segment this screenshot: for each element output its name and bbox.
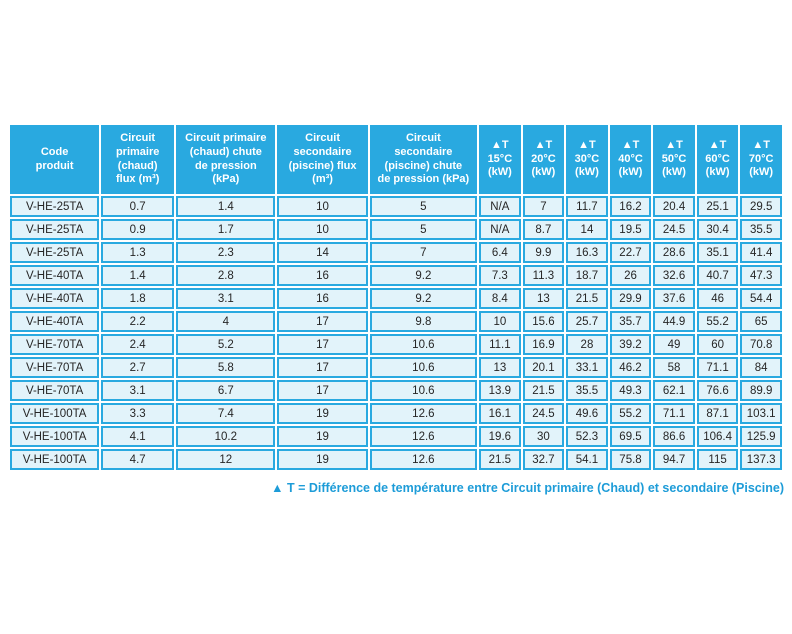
spec-sheet-content [8,123,784,495]
value-cell: 12.6 [370,449,477,470]
value-cell: 60 [697,334,739,355]
product-code-cell: V-HE-70TA [10,357,99,378]
column-header-circuit-secondaire-flux: Circuit secondaire (piscine) flux (m³) [277,125,367,194]
value-cell: 16.3 [566,242,608,263]
value-cell: 24.5 [523,403,565,424]
value-cell: 10.6 [370,334,477,355]
value-cell: 4.1 [101,426,174,447]
value-cell: 40.7 [697,265,739,286]
header-row [10,125,782,194]
value-cell: 125.9 [740,426,782,447]
value-cell: 8.7 [523,219,565,240]
value-cell: 21.5 [523,380,565,401]
value-cell: 89.9 [740,380,782,401]
value-cell: 24.5 [653,219,695,240]
value-cell: 16.1 [479,403,521,424]
value-cell: 14 [566,219,608,240]
value-cell: 25.7 [566,311,608,332]
value-cell: 69.5 [610,426,652,447]
table-row [10,242,782,263]
value-cell: 28.6 [653,242,695,263]
value-cell: 33.1 [566,357,608,378]
value-cell: 35.5 [566,380,608,401]
value-cell: 22.7 [610,242,652,263]
value-cell: 16 [277,288,367,309]
value-cell: 6.7 [176,380,275,401]
column-header-circuit-secondaire-pression: Circuit secondaire (piscine) chute de pression (kPa) [370,125,477,194]
value-cell: 12.6 [370,403,477,424]
value-cell: 35.1 [697,242,739,263]
value-cell: 19 [277,426,367,447]
value-cell: 3.1 [176,288,275,309]
product-code-cell: V-HE-40TA [10,265,99,286]
table-row [10,219,782,240]
value-cell: 1.7 [176,219,275,240]
table-row [10,357,782,378]
value-cell: 2.8 [176,265,275,286]
value-cell: 46.2 [610,357,652,378]
value-cell: 137.3 [740,449,782,470]
value-cell: 19.5 [610,219,652,240]
product-code-cell: V-HE-100TA [10,426,99,447]
value-cell: 54.4 [740,288,782,309]
value-cell: 2.7 [101,357,174,378]
value-cell: 41.4 [740,242,782,263]
product-code-cell: V-HE-25TA [10,219,99,240]
value-cell: 5 [370,219,477,240]
value-cell: 54.1 [566,449,608,470]
value-cell: 32.7 [523,449,565,470]
value-cell: 55.2 [697,311,739,332]
value-cell: 7.3 [479,265,521,286]
value-cell: 10.6 [370,357,477,378]
value-cell: 17 [277,311,367,332]
value-cell: 30.4 [697,219,739,240]
value-cell: 1.4 [176,196,275,217]
table-row [10,265,782,286]
value-cell: 21.5 [566,288,608,309]
value-cell: 9.2 [370,265,477,286]
value-cell: N/A [479,196,521,217]
value-cell: 28 [566,334,608,355]
value-cell: 1.3 [101,242,174,263]
value-cell: 30 [523,426,565,447]
value-cell: 20.4 [653,196,695,217]
value-cell: 49 [653,334,695,355]
value-cell: 13.9 [479,380,521,401]
table-header [10,125,782,194]
value-cell: 52.3 [566,426,608,447]
table-row [10,426,782,447]
table-row [10,403,782,424]
value-cell: 7 [370,242,477,263]
value-cell: 25.1 [697,196,739,217]
value-cell: 86.6 [653,426,695,447]
value-cell: 84 [740,357,782,378]
table-row [10,334,782,355]
product-code-cell: V-HE-70TA [10,334,99,355]
value-cell: 32.6 [653,265,695,286]
value-cell: 19.6 [479,426,521,447]
value-cell: 13 [479,357,521,378]
table-body [10,196,782,470]
value-cell: 20.1 [523,357,565,378]
product-code-cell: V-HE-25TA [10,242,99,263]
value-cell: 7 [523,196,565,217]
value-cell: 26 [610,265,652,286]
value-cell: 103.1 [740,403,782,424]
value-cell: 7.4 [176,403,275,424]
column-header-circuit-primaire-pression: Circuit primaire (chaud) chute de pression (kPa) [176,125,275,194]
value-cell: 11.3 [523,265,565,286]
column-header-dt-15c: ▲T 15°C (kW) [479,125,521,194]
column-header-dt-70c: ▲T 70°C (kW) [740,125,782,194]
value-cell: 19 [277,403,367,424]
product-code-cell: V-HE-100TA [10,403,99,424]
value-cell: 39.2 [610,334,652,355]
value-cell: 17 [277,334,367,355]
product-code-cell: V-HE-40TA [10,311,99,332]
table-row [10,311,782,332]
value-cell: 5.2 [176,334,275,355]
column-header-dt-60c: ▲T 60°C (kW) [697,125,739,194]
value-cell: 17 [277,357,367,378]
value-cell: 106.4 [697,426,739,447]
value-cell: 49.3 [610,380,652,401]
column-header-dt-20c: ▲T 20°C (kW) [523,125,565,194]
value-cell: 13 [523,288,565,309]
value-cell: 2.2 [101,311,174,332]
value-cell: 15.6 [523,311,565,332]
value-cell: 9.8 [370,311,477,332]
value-cell: 4 [176,311,275,332]
value-cell: 17 [277,380,367,401]
value-cell: 49.6 [566,403,608,424]
table-row [10,380,782,401]
value-cell: 19 [277,449,367,470]
product-code-cell: V-HE-70TA [10,380,99,401]
value-cell: 29.9 [610,288,652,309]
value-cell: 65 [740,311,782,332]
value-cell: 70.8 [740,334,782,355]
value-cell: 10 [277,196,367,217]
column-header-dt-50c: ▲T 50°C (kW) [653,125,695,194]
value-cell: 10.2 [176,426,275,447]
value-cell: 21.5 [479,449,521,470]
value-cell: 11.7 [566,196,608,217]
footnote [8,481,784,495]
value-cell: 71.1 [653,403,695,424]
product-code-cell: V-HE-40TA [10,288,99,309]
value-cell: 62.1 [653,380,695,401]
value-cell: 5 [370,196,477,217]
value-cell: 94.7 [653,449,695,470]
value-cell: 1.4 [101,265,174,286]
value-cell: 2.4 [101,334,174,355]
heat-exchanger-spec-table [8,123,784,472]
value-cell: 10.6 [370,380,477,401]
value-cell: 71.1 [697,357,739,378]
table-row [10,449,782,470]
value-cell: 16.2 [610,196,652,217]
value-cell: 1.8 [101,288,174,309]
value-cell: 55.2 [610,403,652,424]
value-cell: 44.9 [653,311,695,332]
value-cell: 35.5 [740,219,782,240]
value-cell: 3.3 [101,403,174,424]
column-header-dt-30c: ▲T 30°C (kW) [566,125,608,194]
value-cell: 58 [653,357,695,378]
table-row [10,288,782,309]
value-cell: 76.6 [697,380,739,401]
value-cell: 12 [176,449,275,470]
value-cell: 14 [277,242,367,263]
table-row [10,196,782,217]
value-cell: 35.7 [610,311,652,332]
value-cell: N/A [479,219,521,240]
column-header-dt-40c: ▲T 40°C (kW) [610,125,652,194]
value-cell: 9.9 [523,242,565,263]
value-cell: 4.7 [101,449,174,470]
product-code-cell: V-HE-100TA [10,449,99,470]
value-cell: 8.4 [479,288,521,309]
value-cell: 3.1 [101,380,174,401]
column-header-circuit-primaire-flux: Circuit primaire (chaud) flux (m³) [101,125,174,194]
value-cell: 0.9 [101,219,174,240]
value-cell: 37.6 [653,288,695,309]
value-cell: 16 [277,265,367,286]
product-code-cell: V-HE-25TA [10,196,99,217]
value-cell: 75.8 [610,449,652,470]
value-cell: 11.1 [479,334,521,355]
value-cell: 9.2 [370,288,477,309]
value-cell: 115 [697,449,739,470]
column-header-code-produit: Code produit [10,125,99,194]
value-cell: 16.9 [523,334,565,355]
value-cell: 18.7 [566,265,608,286]
value-cell: 29.5 [740,196,782,217]
value-cell: 10 [479,311,521,332]
value-cell: 0.7 [101,196,174,217]
value-cell: 46 [697,288,739,309]
value-cell: 12.6 [370,426,477,447]
value-cell: 5.8 [176,357,275,378]
value-cell: 2.3 [176,242,275,263]
footnote-text: ▲ T = Différence de température entre Circuit primaire (Chaud) et secondaire (Piscine) [271,481,784,495]
value-cell: 87.1 [697,403,739,424]
value-cell: 47.3 [740,265,782,286]
value-cell: 6.4 [479,242,521,263]
value-cell: 10 [277,219,367,240]
